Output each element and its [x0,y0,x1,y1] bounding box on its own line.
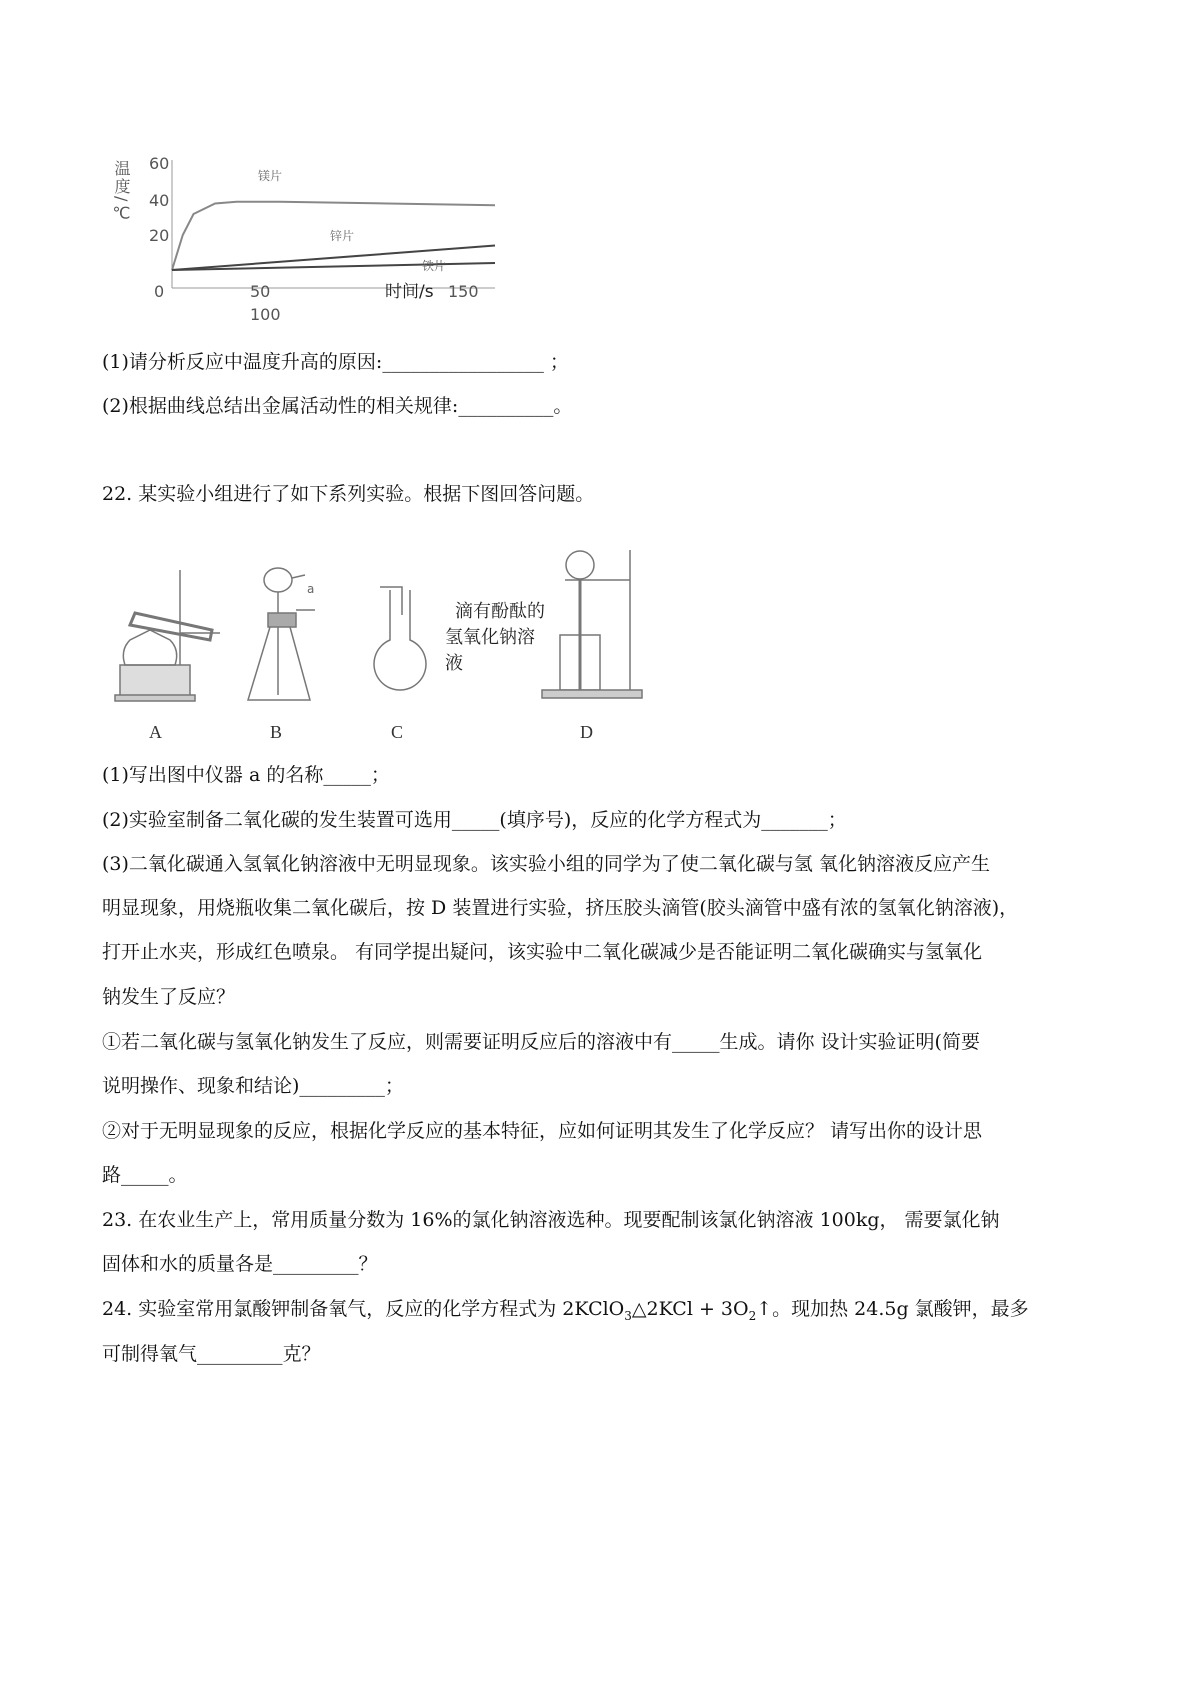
apparatus-label-b: B [270,722,283,742]
apparatus-label-c: C [391,722,404,742]
q22-line: 明显现象，用烧瓶收集二氧化碳后，按 D 装置进行实验，挤压胶头滴管(胶头滴管中盛有浓的氢氧化钠溶液)， [102,897,1019,919]
q22-line: 钠发生了反应？ [102,986,236,1008]
q22-line: 路_____。 [102,1164,188,1186]
x-tick-label: 0 [154,282,165,301]
q22-line: ②对于无明显现象的反应，根据化学反应的基本特征，应如何证明其发生了化学反应？ 请写出你的设计思 [102,1120,983,1142]
series-label-zn: 锌片 [330,229,355,243]
q22-line: 打开止水夹，形成红色喷泉。 有同学提出疑问，该实验中二氧化碳减少是否能证明二氧化碳确实与氢氧化 [102,941,983,963]
q21-part1: (1)请分析反应中温度升高的原因:_________________ ； [102,351,569,373]
q23-line: 固体和水的质量各是_________？ [102,1253,378,1275]
apparatus-figure [110,535,670,715]
apparatus-c-drawing [374,587,426,690]
q24-line: 24. 实验室常用氯酸钾制备氧气，反应的化学方程式为 2KClO$_3$△2KCl + $3O_2↑$。现加热 24.5g 氯酸钾，最多 [102,1298,1029,1323]
apparatus-b-drawing [248,568,315,700]
q22-line: (3)二氧化碳通入氢氧化钠溶液中无明显现象。该实验小组的同学为了使二氧化碳与氢 氧化钠溶液反应产生 [102,853,990,875]
y-tick-label: 20 [149,226,170,245]
x-tick-label: 150 [448,282,479,301]
y-axis-label: 温度/℃ [112,160,131,225]
q21-part2: (2)根据曲线总结出金属活动性的相关规律:__________。 [102,395,573,417]
q22-title: 22. 某实验小组进行了如下系列实验。根据下图回答问题。 [102,483,595,505]
q22-line: ①若二氧化碳与氢氧化钠发生了反应，则需要证明反应后的溶液中有_____生成。请你 设计实验证明(简要 [102,1031,980,1053]
q22-line: (1)写出图中仪器 a 的名称_____； [102,764,390,786]
y-tick-label: 40 [149,191,170,210]
temperature-time-chart [100,140,500,330]
series-label-mg: 镁片 [258,169,283,183]
apparatus-label-a: A [149,722,162,742]
q24-line-2: 可制得氧气_________克？ [102,1343,321,1365]
label-a: a [307,582,315,596]
y-tick-label: 60 [149,154,170,173]
apparatus-d-drawing [542,550,642,698]
apparatus-a-drawing [115,570,220,701]
q23-line: 23. 在农业生产上，常用质量分数为 16%的氯化钠溶液选种。现要配制该氯化钠溶液 100kg， 需要氯化钠 [102,1209,1000,1231]
q22-line: 说明操作、现象和结论)_________； [102,1075,404,1097]
d-note: 滴有酚酞的 氢氧化钠溶 液 [445,601,545,674]
x-tick-label: 50 [250,282,271,301]
x-tick-label: 100 [250,305,281,324]
q22-line: (2)实验室制备二氧化碳的发生装置可选用_____(填序号)，反应的化学方程式为_______； [102,809,847,831]
x-axis-label: 时间/s [385,282,434,302]
series-label-fe: 铁片 [422,259,447,273]
apparatus-label-d: D [580,722,593,742]
